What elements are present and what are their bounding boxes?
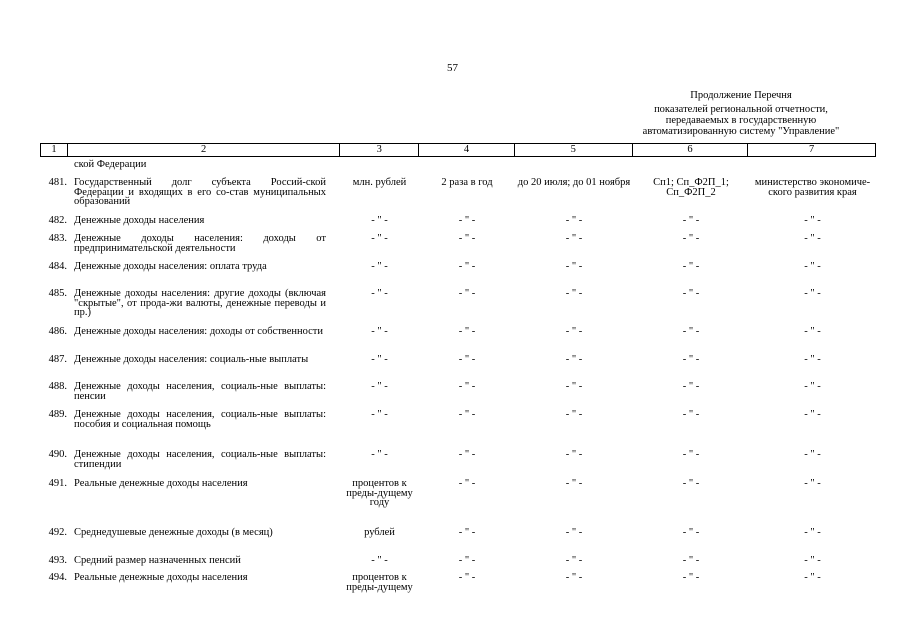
page-number: 57: [447, 62, 458, 74]
responsible-cell: министерство экономиче-ского развития края: [754, 177, 871, 198]
table-header-row: [40, 143, 876, 157]
indicator-name: Денежные доходы населения: доходы от предпринимательской деятельности: [74, 233, 326, 254]
indicator-name: Среднедушевые денежные доходы (в месяц): [74, 527, 273, 538]
responsible-cell: - " -: [804, 354, 821, 365]
form-code-cell: Сп1; Сп_Ф2П_1; Сп_Ф2П_2: [653, 177, 729, 198]
responsible-cell: - " -: [804, 326, 821, 337]
unit-cell: - " -: [371, 449, 388, 460]
form-code-cell: - " -: [682, 449, 700, 460]
row-number: 491.: [48, 478, 67, 489]
header-col-5: 5: [515, 144, 633, 156]
table-row: [40, 327, 876, 337]
row-number: 482.: [48, 215, 67, 226]
unit-cell: рублей: [364, 527, 395, 538]
caption-line-1: Продолжение Перечня: [690, 90, 792, 101]
responsible-cell: - " -: [804, 555, 821, 566]
responsible-cell: - " -: [804, 527, 821, 538]
form-code-cell: - " -: [682, 261, 700, 272]
deadline-cell: - " -: [565, 354, 583, 365]
table-row: [40, 450, 876, 469]
deadline-cell: - " -: [565, 288, 583, 299]
header-col-2: 2: [68, 144, 340, 156]
deadline-cell: - " -: [565, 326, 583, 337]
unit-cell: - " -: [371, 555, 388, 566]
row-number: 490.: [48, 449, 67, 460]
row-number: 481.: [48, 177, 67, 188]
frequency-cell: - " -: [458, 354, 476, 365]
unit-cell: - " -: [371, 381, 388, 392]
responsible-cell: - " -: [804, 261, 821, 272]
indicator-name: Государственный долг субъекта Россий-ской Федерации и входящих в его со-став муниципальных образований: [74, 177, 326, 207]
form-code-cell: - " -: [682, 527, 700, 538]
caption-line-3: передаваемых в государственную: [665, 115, 817, 126]
row-number: 489.: [48, 409, 67, 420]
row-number: 487.: [48, 354, 67, 365]
row-number: 488.: [48, 381, 67, 392]
form-code-cell: - " -: [682, 215, 700, 226]
header-col-1: 1: [41, 144, 68, 156]
form-code-cell: - " -: [682, 478, 700, 489]
form-code-cell: - " -: [682, 233, 700, 244]
deadline-cell: - " -: [565, 449, 583, 460]
deadline-cell: - " -: [565, 233, 583, 244]
frequency-cell: - " -: [458, 409, 476, 420]
table-row: [40, 216, 876, 226]
header-col-3: 3: [340, 144, 419, 156]
unit-cell: - " -: [371, 354, 388, 365]
deadline-cell: - " -: [565, 215, 583, 226]
table-row: [40, 479, 876, 508]
indicator-name: Денежные доходы населения: [74, 215, 205, 226]
deadline-cell: - " -: [565, 409, 583, 420]
indicator-name: Денежные доходы населения: другие доходы (включая "скрытые", от прода-жи валюты, денежные переводы и пр.): [74, 288, 326, 318]
frequency-cell: - " -: [458, 326, 476, 337]
frequency-cell: - " -: [458, 233, 476, 244]
row-number: 485.: [48, 288, 67, 299]
form-code-cell: - " -: [682, 288, 700, 299]
frequency-cell: - " -: [458, 381, 476, 392]
unit-cell: млн. рублей: [352, 177, 407, 188]
responsible-cell: - " -: [804, 572, 821, 583]
form-code-cell: - " -: [682, 572, 700, 583]
caption-line-4: автоматизированную систему "Управление": [642, 126, 840, 137]
row-number: 492.: [48, 527, 67, 538]
table-row: [40, 382, 876, 401]
table-row: [40, 234, 876, 253]
unit-cell: - " -: [371, 409, 388, 420]
header-col-6: 6: [633, 144, 749, 156]
form-code-cell: - " -: [682, 381, 700, 392]
header-col-7: 7: [809, 144, 815, 155]
indicator-name: Реальные денежные доходы населения: [74, 478, 248, 489]
header-col-4: 4: [419, 144, 515, 156]
table-row: [40, 410, 876, 429]
responsible-cell: - " -: [804, 233, 821, 244]
unit-cell: - " -: [371, 326, 388, 337]
responsible-cell: - " -: [804, 478, 821, 489]
indicator-name: Денежные доходы населения, социаль-ные выплаты: пенсии: [74, 381, 326, 402]
form-code-cell: - " -: [682, 354, 700, 365]
continuation-text: ской Федерации: [74, 159, 147, 170]
indicator-name: Средний размер назначенных пенсий: [74, 555, 241, 566]
responsible-cell: - " -: [804, 381, 821, 392]
frequency-cell: - " -: [458, 478, 476, 489]
table-caption: [560, 90, 905, 137]
unit-cell: - " -: [371, 261, 388, 272]
row-number: 483.: [48, 233, 67, 244]
table-row: [40, 289, 876, 318]
table-row: [40, 573, 876, 592]
indicator-name: Денежные доходы населения: оплата труда: [74, 261, 267, 272]
indicator-name: Денежные доходы населения, социаль-ные выплаты: пособия и социальная помощь: [74, 409, 326, 430]
responsible-cell: - " -: [804, 409, 821, 420]
row-number: 493.: [48, 555, 67, 566]
table-row: [40, 355, 876, 365]
caption-line-2: показателей региональной отчетности,: [654, 104, 828, 115]
row-number: 494.: [48, 572, 67, 583]
deadline-cell: - " -: [565, 572, 583, 583]
indicator-name: Денежные доходы населения: социаль-ные выплаты: [74, 354, 309, 365]
responsible-cell: - " -: [804, 215, 821, 226]
table-row: [40, 556, 876, 566]
indicator-name: Денежные доходы населения, социаль-ные выплаты: стипендии: [74, 449, 326, 470]
table-row: [40, 178, 876, 207]
frequency-cell: - " -: [458, 288, 476, 299]
deadline-cell: до 20 июля; до 01 ноября: [517, 177, 631, 188]
deadline-cell: - " -: [565, 527, 583, 538]
frequency-cell: - " -: [458, 261, 476, 272]
responsible-cell: - " -: [804, 449, 821, 460]
unit-cell: - " -: [371, 215, 388, 226]
indicator-name: Реальные денежные доходы населения: [74, 572, 248, 583]
frequency-cell: - " -: [458, 215, 476, 226]
frequency-cell: - " -: [458, 527, 476, 538]
deadline-cell: - " -: [565, 261, 583, 272]
table-row: [40, 262, 876, 272]
unit-cell: - " -: [371, 288, 388, 299]
indicator-name: Денежные доходы населения: доходы от собственности: [74, 326, 323, 337]
deadline-cell: - " -: [565, 381, 583, 392]
frequency-cell: - " -: [458, 572, 476, 583]
unit-cell: - " -: [371, 233, 388, 244]
table-row: [40, 528, 876, 538]
form-code-cell: - " -: [682, 555, 700, 566]
deadline-cell: - " -: [565, 555, 583, 566]
deadline-cell: - " -: [565, 478, 583, 489]
responsible-cell: - " -: [804, 288, 821, 299]
form-code-cell: - " -: [682, 409, 700, 420]
frequency-cell: - " -: [458, 449, 476, 460]
frequency-cell: 2 раза в год: [441, 177, 493, 188]
unit-cell: процентов к преды-дущему году: [346, 478, 413, 508]
row-number: 486.: [48, 326, 67, 337]
unit-cell: процентов к преды-дущему: [346, 572, 413, 593]
row-number: 484.: [48, 261, 67, 272]
form-code-cell: - " -: [682, 326, 700, 337]
frequency-cell: - " -: [458, 555, 476, 566]
